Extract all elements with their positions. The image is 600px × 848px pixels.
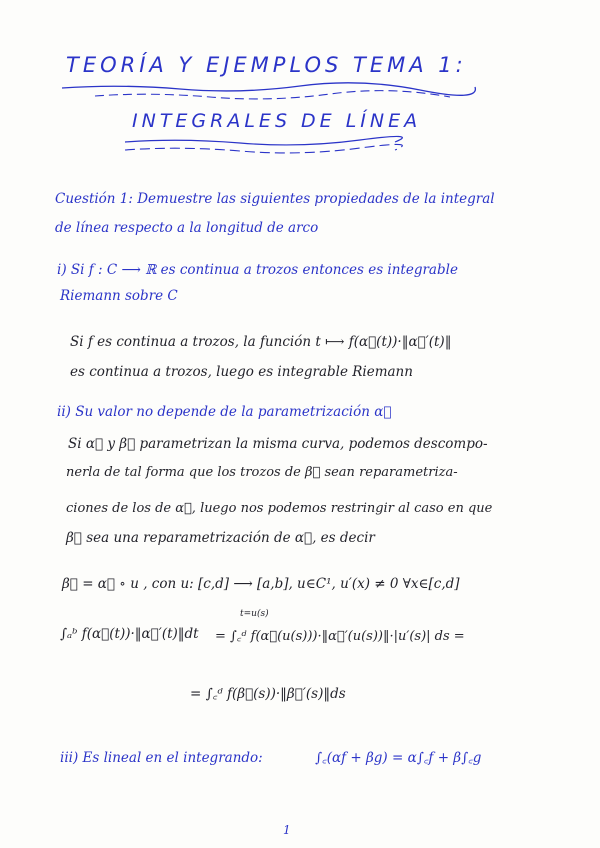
item-3-line-1: iii) Es lineal en el integrando: xyxy=(60,750,263,766)
item-2-line-1: ii) Su valor no depende de la parametrización α⃗ xyxy=(57,404,392,420)
formula-substitution: t=u(s) xyxy=(240,609,269,619)
page-title: TEORÍA Y EJEMPLOS TEMA 1: xyxy=(66,53,467,77)
formula-integral-result: = ∫꜀ᵈ f(β⃗(s))·‖β⃗′(s)‖ds xyxy=(190,686,346,702)
formula-integral-lhs: ∫ₐᵇ f(α⃗(t))·‖α⃗′(t)‖dt xyxy=(60,626,199,642)
proof-2-line-3: ciones de los de α⃗, luego nos podemos restringir al caso en que xyxy=(66,501,493,516)
proof-1-line-2: es continua a trozos, luego es integrable Riemann xyxy=(70,364,413,380)
formula-reparametrization: β⃗ = α⃗ ∘ u , con u: [c,d] ⟶ [a,b], u∈C¹, u′(x) ≠ 0 ∀x∈[c,d] xyxy=(62,576,460,592)
proof-2-line-2: nerla de tal forma que los trozos de β⃗ sean reparametriza- xyxy=(66,465,458,480)
item-1-line-1: i) Si f : C ⟶ ℝ es continua a trozos entonces es integrable xyxy=(57,262,458,278)
question-line-1: Cuestión 1: Demuestre las siguientes propiedades de la integral xyxy=(55,191,495,207)
page-subtitle: INTEGRALES DE LÍNEA xyxy=(132,110,422,132)
item-3-formula: ∫꜀(αf + βg) = α∫꜀f + β∫꜀g xyxy=(315,750,482,766)
proof-2-line-1: Si α⃗ y β⃗ parametrizan la misma curva, podemos descompo- xyxy=(68,436,488,452)
page-number: 1 xyxy=(283,823,291,837)
item-1-line-2: Riemann sobre C xyxy=(60,288,178,304)
proof-1-line-1: Si f es continua a trozos, la función t ⟼ f(α⃗(t))·‖α⃗′(t)‖ xyxy=(70,334,452,350)
proof-2-line-4: β⃗ sea una reparametrización de α⃗, es decir xyxy=(66,530,375,546)
formula-integral-rhs: = ∫꜀ᵈ f(α⃗(u(s)))·‖α⃗′(u(s))‖·|u′(s)| ds = xyxy=(215,629,465,644)
question-line-2: de línea respecto a la longitud de arco xyxy=(55,220,319,236)
